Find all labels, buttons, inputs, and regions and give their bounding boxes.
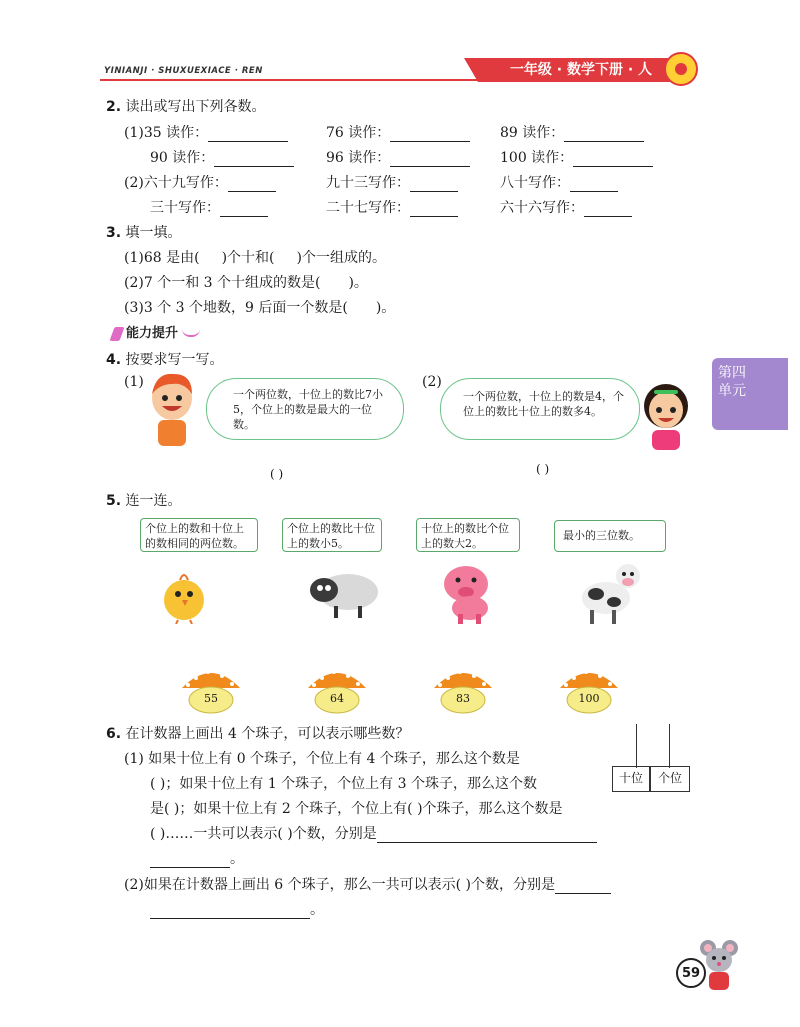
q3-title-row xyxy=(106,222,182,242)
q2-row1-a: (1)35 读作： xyxy=(124,122,288,142)
q6-line2: ( )；如果十位上有 1 个珠子，个位上有 3 个珠子，那么这个数 xyxy=(150,776,537,792)
q4-part2-label: (2) xyxy=(422,374,442,390)
q2-row3-c: 八十写作： xyxy=(500,172,618,192)
q2-row4-c: 六十六写作： xyxy=(500,197,632,217)
q5-title: 连一连。 xyxy=(125,493,182,509)
girl-illustration xyxy=(640,380,692,452)
q5-bubble-3: 十位上的数比个位上的数大2。 xyxy=(416,518,520,552)
answer-line[interactable] xyxy=(214,152,294,167)
answer-line[interactable] xyxy=(228,177,276,192)
swoosh-icon xyxy=(182,329,200,337)
q2-row2-c: 100 读作： xyxy=(500,147,653,167)
counter-rod-tens xyxy=(636,724,637,768)
q3-number: 3. xyxy=(106,225,122,241)
mushroom-icon xyxy=(178,664,244,714)
q4-title-row xyxy=(106,349,224,369)
q2-title-row xyxy=(106,96,266,116)
answer-line[interactable] xyxy=(150,853,230,868)
q6-line6: (2)如果在计数器上画出 6 个珠子，那么一共可以表示( )个数，分别是 xyxy=(124,874,611,894)
q3-line1: (1)68 是由( )个十和( )个一组成的。 xyxy=(124,250,386,266)
answer-line[interactable] xyxy=(150,904,310,919)
q2-number: 2. xyxy=(106,99,122,115)
answer-line[interactable] xyxy=(564,127,644,142)
q5-bubble-1: 个位上的数和十位上的数相同的两位数。 xyxy=(140,518,258,552)
q2-row2-a: 90 读作： xyxy=(150,147,294,167)
q6-line7: 。 xyxy=(150,899,324,919)
q2-title: 读出或写出下列各数。 xyxy=(125,99,266,115)
answer-line[interactable] xyxy=(410,177,458,192)
mushroom-number-4[interactable]: 100 xyxy=(578,692,600,705)
q4-number: 4. xyxy=(106,352,122,368)
q3-line3: (3)3 个 3 个地数，9 后面一个数是( )。 xyxy=(124,300,396,316)
mushroom-icon xyxy=(430,664,496,714)
mushroom-icon xyxy=(304,664,370,714)
section-tag: 能力提升 xyxy=(112,322,200,341)
counter-ones-label: 个位 xyxy=(650,766,690,792)
q2-row4-a: 三十写作： xyxy=(150,197,268,217)
q5-number: 5. xyxy=(106,493,122,509)
q4-part1-label: (1) xyxy=(124,374,144,390)
q6-line3: 是( )；如果十位上有 2 个珠子，个位上有( )个珠子，那么这个数是 xyxy=(150,801,563,817)
q4-title: 按要求写一写。 xyxy=(125,352,224,368)
answer-line[interactable] xyxy=(584,202,632,217)
mushroom-number-3[interactable]: 83 xyxy=(456,692,470,705)
badge-icon xyxy=(664,52,698,86)
q2-row1-c: 89 读作： xyxy=(500,122,644,142)
q6-line5: 。 xyxy=(150,848,244,868)
q4-answer-2[interactable]: ( ) xyxy=(536,462,550,476)
answer-line[interactable] xyxy=(377,828,597,843)
q6-line4: ( )……一共可以表示( )个数，分别是 xyxy=(150,823,597,843)
q2-row1-b: 76 读作： xyxy=(326,122,470,142)
answer-line[interactable] xyxy=(410,202,458,217)
speech-bubble-1: 一个两位数，十位上的数比7小5，个位上的数是最大的一位数。 xyxy=(206,378,404,440)
q2-row3-a: (2)六十九写作： xyxy=(124,172,276,192)
mushroom-number-2[interactable]: 64 xyxy=(330,692,344,705)
sheep-icon xyxy=(306,568,382,620)
q6-number: 6. xyxy=(106,726,122,742)
q6-title: 在计数器上画出 4 个珠子，可以表示哪些数？ xyxy=(125,726,410,742)
boy-illustration xyxy=(148,372,196,450)
answer-line[interactable] xyxy=(570,177,618,192)
q6-title-row xyxy=(106,723,409,743)
answer-line[interactable] xyxy=(390,127,470,142)
answer-line[interactable] xyxy=(555,879,611,894)
answer-line[interactable] xyxy=(573,152,653,167)
q2-row4-b: 二十七写作： xyxy=(326,197,458,217)
q2-row3-b: 九十三写作： xyxy=(326,172,458,192)
speech-bubble-2: 一个两位数，十位上的数是4，个位上的数比十位上的数多4。 xyxy=(440,378,640,440)
pig-icon xyxy=(436,562,506,624)
mushroom-icon xyxy=(556,664,622,714)
q5-bubble-4: 最小的三位数。 xyxy=(554,520,666,552)
cow-icon xyxy=(578,560,644,626)
counter-rod-ones xyxy=(669,724,670,768)
header-right-title: 一年级 · 数学下册 · 人 xyxy=(478,58,684,82)
chick-icon xyxy=(158,566,210,624)
header-left-text: YINIANJI · SHUXUEXIACE · REN xyxy=(104,66,263,76)
unit-side-tab: 第四单元 xyxy=(712,358,788,430)
mouse-mascot-icon xyxy=(700,936,738,994)
pencil-icon xyxy=(109,327,124,341)
q5-bubble-2: 个位上的数比十位上的数小5。 xyxy=(282,518,382,552)
q5-title-row xyxy=(106,490,182,510)
answer-line[interactable] xyxy=(390,152,470,167)
page-number: 59 xyxy=(676,958,706,988)
counter-tens-label: 十位 xyxy=(612,766,650,792)
mushroom-number-1[interactable]: 55 xyxy=(204,692,218,705)
q6-line1: (1) 如果十位上有 0 个珠子，个位上有 4 个珠子，那么这个数是 xyxy=(124,751,520,767)
answer-line[interactable] xyxy=(208,127,288,142)
q3-title: 填一填。 xyxy=(125,225,182,241)
q3-line2: (2)7 个一和 3 个十组成的数是( )。 xyxy=(124,275,368,291)
q4-answer-1[interactable]: ( ) xyxy=(270,467,284,481)
q2-row2-b: 96 读作： xyxy=(326,147,470,167)
answer-line[interactable] xyxy=(220,202,268,217)
